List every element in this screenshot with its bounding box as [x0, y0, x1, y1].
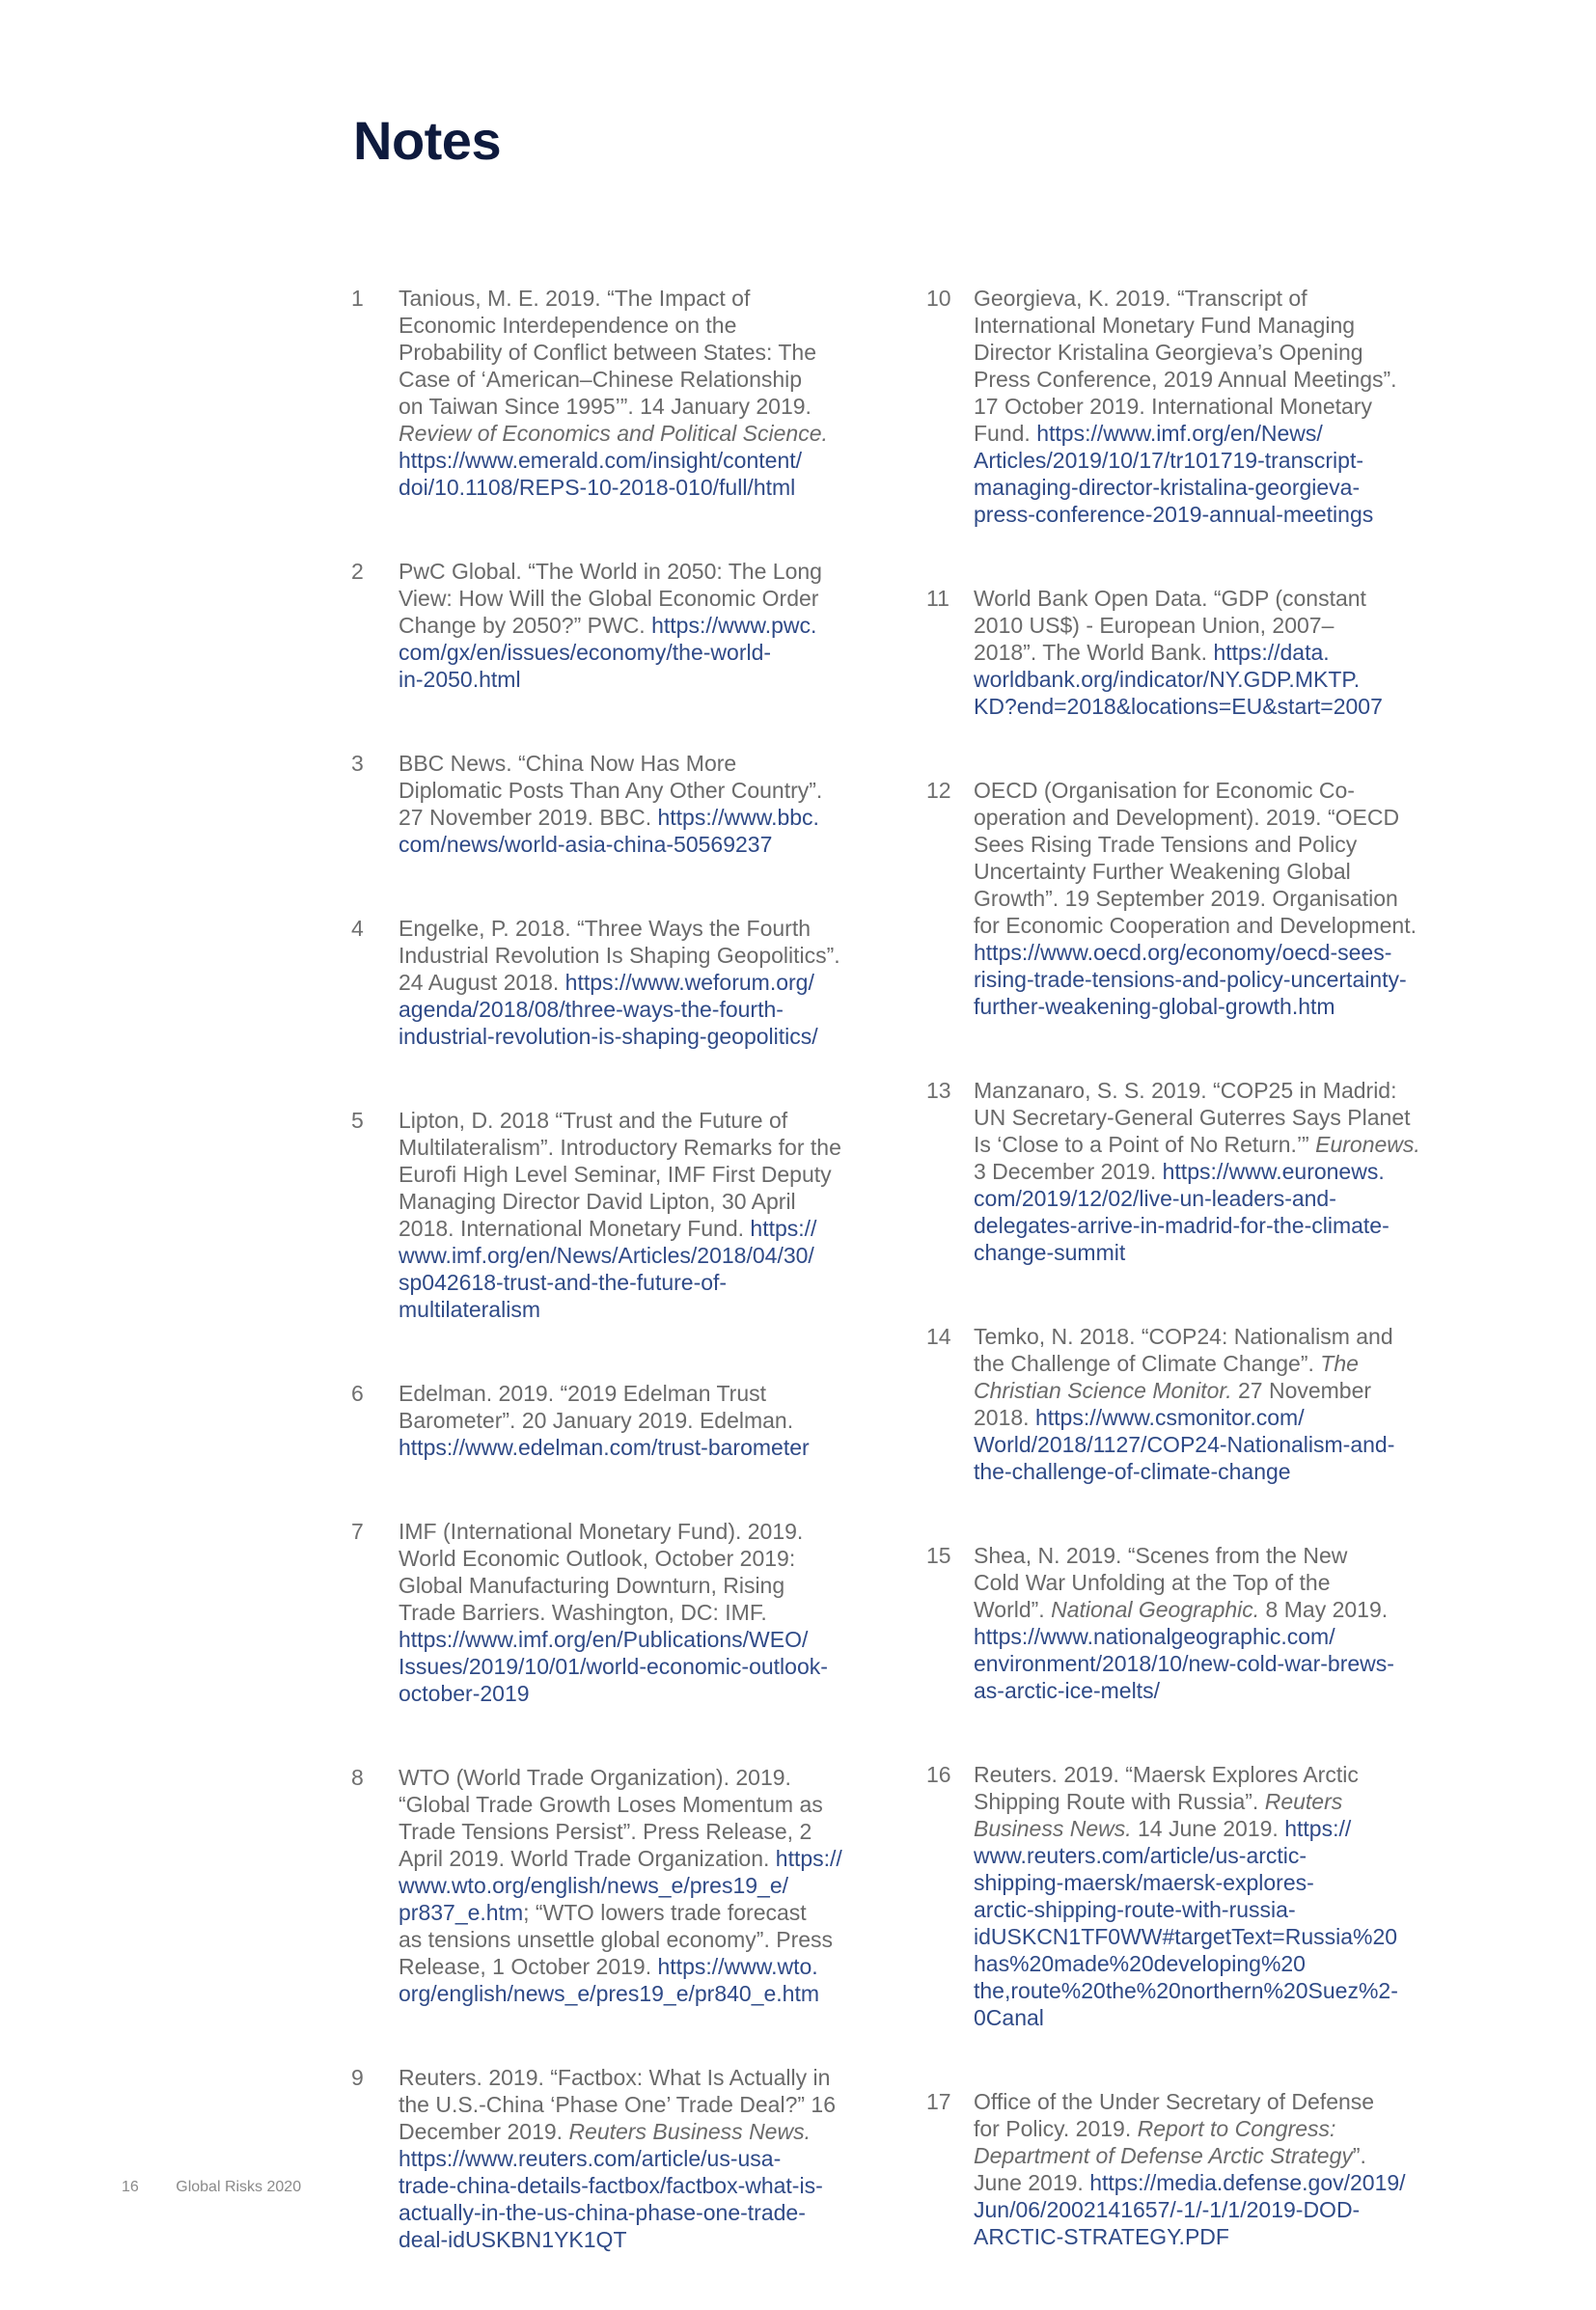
note-text-run: Tanious, M. E. 2019. “The Impact of Economic Interdependence on the Probability of Conflict between States: The Case of ‘American–Chinese Relationship on Taiwan Since 1995’”. 14 January 2019. [399, 286, 816, 419]
reference-link[interactable]: https://www.emerald.com/insight/content/ doi/10.1108/REPS-10-2018-010/full/html [399, 448, 803, 500]
note-text-run: Shea, N. 2019. “Scenes from the New Cold War Unfolding at the Top of the World”. [974, 1543, 1348, 1622]
reference-link[interactable]: https://www.imf.org/en/News/ Articles/2019/10/17/tr101719-transcript- managing-director-kristalina-georgieva- press-conference-2019-annual-meetings [974, 421, 1374, 527]
reference-link[interactable]: https://www.edelman.com/trust-barometer [399, 1435, 810, 1460]
note-item [926, 1077, 1467, 1266]
note-text [974, 1323, 1467, 1485]
note-number: 9 [351, 2065, 364, 2090]
publication-title: Reuters Business News. [568, 2119, 811, 2144]
reference-link[interactable]: https://www.wto. org/english/news_e/pres19_e/pr840_e.htm [399, 1954, 820, 2006]
note-number: 1 [351, 286, 364, 311]
note-text [399, 2064, 892, 2253]
publication-title: Euronews. [1315, 1132, 1420, 1157]
note-text-run: Georgieva, K. 2019. “Transcript of International Monetary Fund Managing Director Kristalina Georgieva’s Opening Press Conference, 2019 Annual Meetings”. 17 October 2019. International Monetary Fund. [974, 286, 1397, 446]
reference-link[interactable]: https://www.csmonitor.com/ World/2018/1127/COP24-Nationalism-and- the-challenge-of-climate-change [974, 1405, 1395, 1484]
note-item [351, 915, 892, 1050]
note-text-run: 3 December 2019. [974, 1159, 1157, 1184]
note-text [974, 2088, 1467, 2250]
page-footer [122, 2179, 301, 2196]
reference-link[interactable]: https://www.nationalgeographic.com/ environment/2018/10/new-cold-war-brews- as-arctic-ice-melts/ [974, 1624, 1394, 1703]
note-text-run: 14 June 2019. [1131, 1816, 1285, 1841]
note-text-run: Lipton, D. 2018 “Trust and the Future of Multilateralism”. Introductory Remarks for the Eurofi High Level Seminar, IMF First Deputy Managing Director David Lipton, 30 April 2018. International Monetary Fund. [399, 1108, 841, 1241]
note-item [926, 585, 1467, 720]
note-text [399, 1764, 892, 2007]
note-number: 12 [926, 778, 951, 803]
note-text [974, 1761, 1467, 2031]
note-text-run: 8 May 2019. [1265, 1597, 1389, 1622]
reference-link[interactable]: https://media.defense.gov/2019/ Jun/06/2002141657/-1/-1/1/2019-DOD- ARCTIC-STRATEGY.PDF [974, 2170, 1406, 2249]
note-text-run: Reuters. 2019. “Maersk Explores Arctic Shipping Route with Russia”. [974, 1762, 1359, 1814]
note-text-run: OECD (Organisation for Economic Co- operation and Development). 2019. “OECD Sees Rising Trade Tensions and Policy Uncertainty Further Weakening Global Growth”. 19 September 2019. Organisation for Economic Cooperation and Development. [974, 778, 1417, 938]
notes-column-right [926, 285, 1467, 2307]
note-text-run: Edelman. 2019. “2019 Edelman Trust Barometer”. 20 January 2019. Edelman. [399, 1381, 794, 1433]
note-item [351, 750, 892, 858]
note-text-run: IMF (International Monetary Fund). 2019. World Economic Outlook, October 2019: Global Manufacturing Downturn, Rising Trade Barriers. Washington, DC: IMF. [399, 1519, 804, 1625]
note-text-run: ”. June 2019. [974, 2143, 1366, 2195]
note-number: 2 [351, 559, 364, 584]
note-number: 3 [351, 751, 364, 776]
note-item [926, 1542, 1467, 1704]
note-text-run: World Bank Open Data. “GDP (constant 2010 US$) - European Union, 2007– 2018”. The World Bank. [974, 586, 1366, 665]
note-text [974, 1542, 1467, 1704]
note-number: 8 [351, 1765, 364, 1790]
reference-link[interactable]: https://www.oecd.org/economy/oecd-sees- rising-trade-tensions-and-policy-uncertainty- further-weakening-global-growth.htm [974, 940, 1407, 1019]
reference-link[interactable]: https://www.pwc. com/gx/en/issues/economy/the-world- in-2050.html [399, 613, 817, 692]
note-text [974, 285, 1467, 528]
note-item [351, 1518, 892, 1707]
publication-title: Report to Congress: Department of Defense Arctic Strategy [974, 2116, 1353, 2168]
note-number: 14 [926, 1324, 951, 1349]
note-text [399, 1107, 892, 1323]
note-item [926, 1323, 1467, 1485]
notes-column-left [351, 285, 892, 2310]
note-text [399, 915, 892, 1050]
publication-name: Global Risks 2020 [176, 2179, 302, 2195]
note-item [351, 558, 892, 693]
reference-link[interactable]: https:// www.reuters.com/article/us-arctic- shipping-maersk/maersk-explores- arctic-shipping-route-with-russia- idUSKCN1TF0WW#targetText=Russia%20 has%20made%20developing%20 the,route%20the%20northern%20Suez%2- 0Canal [974, 1816, 1398, 2030]
publication-title: National Geographic. [1051, 1597, 1260, 1622]
publication-title: Review of Economics and Political Science. [399, 421, 828, 446]
note-text-run: Manzanaro, S. S. 2019. “COP25 in Madrid: UN Secretary-General Guterres Says Planet Is ‘Close to a Point of No Return.’” [974, 1078, 1411, 1157]
note-text-run: Reuters. 2019. “Factbox: What Is Actually in the U.S.-China ‘Phase One’ Trade Deal?” 16 December 2019. [399, 2065, 837, 2144]
note-item [351, 1380, 892, 1461]
page-title: Notes [353, 110, 502, 171]
note-text [399, 558, 892, 693]
reference-link[interactable]: https://data. worldbank.org/indicator/NY.GDP.MKTP. KD?end=2018&locations=EU&start=2007 [974, 640, 1383, 719]
note-number: 16 [926, 1762, 951, 1787]
note-item [351, 1107, 892, 1323]
reference-link[interactable]: https:// www.imf.org/en/News/Articles/2018/04/30/ sp042618-trust-and-the-future-of- multilateralism [399, 1216, 817, 1322]
note-number: 15 [926, 1543, 951, 1568]
note-item [351, 2064, 892, 2253]
note-item [351, 285, 892, 501]
reference-link[interactable]: https://www.bbc. com/news/world-asia-china-50569237 [399, 805, 819, 857]
page-number: 16 [122, 2179, 139, 2195]
reference-link[interactable]: https://www.reuters.com/article/us-usa- trade-china-details-factbox/factbox-what-is- actually-in-the-us-china-phase-one-trade- deal-idUSKBN1YK1QT [399, 2146, 823, 2252]
publication-title: Reuters Business News. [974, 1789, 1343, 1841]
note-text-run: PwC Global. “The World in 2050: The Long View: How Will the Global Economic Order Change by 2050?” PWC. [399, 559, 822, 638]
note-number: 11 [926, 586, 949, 611]
publication-title: The Christian Science Monitor. [974, 1351, 1359, 1403]
note-text-run: Engelke, P. 2018. “Three Ways the Fourth Industrial Revolution Is Shaping Geopolitics”. 24 August 2018. [399, 916, 840, 995]
note-text-run: WTO (World Trade Organization). 2019. “Global Trade Growth Loses Momentum as Trade Tensions Persist”. Press Release, 2 April 2019. World Trade Organization. [399, 1765, 823, 1871]
note-text [974, 777, 1467, 1020]
reference-link[interactable]: https:// www.wto.org/english/news_e/pres19_e/ pr837_e.htm [399, 1846, 842, 1925]
note-text-run: Temko, N. 2018. “COP24: Nationalism and the Challenge of Climate Change”. [974, 1324, 1393, 1376]
note-item [926, 285, 1467, 528]
reference-link[interactable]: https://www.imf.org/en/Publications/WEO/ Issues/2019/10/01/world-economic-outlook- october-2019 [399, 1627, 828, 1706]
note-number: 5 [351, 1108, 364, 1133]
note-text [399, 750, 892, 858]
note-number: 10 [926, 286, 951, 311]
note-text-run: ; “WTO lowers trade forecast as tensions unsettle global economy”. Press Release, 1 October 2019. [399, 1900, 834, 1979]
note-number: 6 [351, 1381, 364, 1406]
note-item [926, 2088, 1467, 2250]
note-item [351, 1764, 892, 2007]
note-number: 7 [351, 1519, 364, 1544]
note-item [926, 777, 1467, 1020]
note-number: 13 [926, 1078, 951, 1103]
note-text [399, 285, 892, 501]
note-text-run: Office of the Under Secretary of Defense for Policy. 2019. [974, 2089, 1375, 2141]
note-number: 17 [926, 2089, 951, 2114]
reference-link[interactable]: https://www.euronews. com/2019/12/02/live-un-leaders-and- delegates-arrive-in-madrid-for-the-climate- change-summit [974, 1159, 1390, 1265]
note-text [974, 1077, 1467, 1266]
note-text-run: BBC News. “China Now Has More Diplomatic Posts Than Any Other Country”. 27 November 2019. BBC. [399, 751, 823, 830]
note-text [974, 585, 1467, 720]
note-text-run: 27 November 2018. [974, 1378, 1372, 1430]
reference-link[interactable]: https://www.weforum.org/ agenda/2018/08/three-ways-the-fourth- industrial-revolution-is-shaping-geopolitics/ [399, 970, 818, 1049]
note-item [926, 1761, 1467, 2031]
note-text [399, 1380, 892, 1461]
note-text [399, 1518, 892, 1707]
note-number: 4 [351, 916, 364, 941]
